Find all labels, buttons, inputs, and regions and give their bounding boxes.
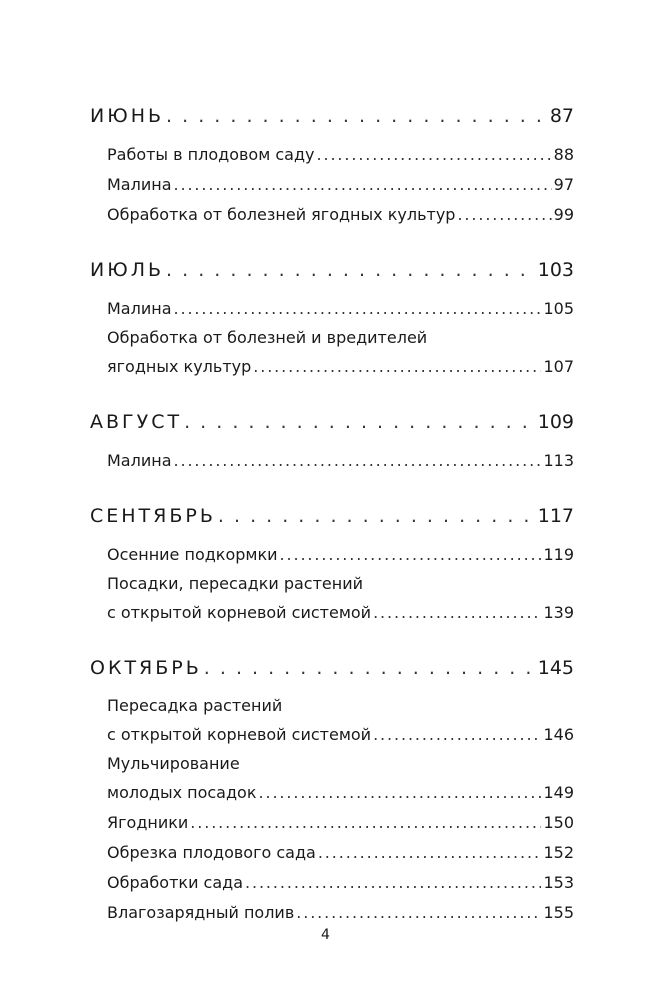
section-title: АВГУСТ (90, 411, 183, 433)
dot-leader (166, 100, 548, 132)
entry-title: Обработка от болезней ягодных культур (107, 205, 456, 224)
toc-entry-first-line (90, 692, 574, 720)
entry-title-line1: Обработка от болезней и вредителей (107, 328, 428, 347)
entry-page-number: 146 (543, 725, 574, 744)
section-title: ИЮНЬ (90, 105, 165, 127)
page-number: 4 (321, 927, 330, 943)
dot-leader (184, 406, 536, 438)
table-of-contents (90, 100, 574, 928)
entry-page-number: 107 (543, 357, 574, 376)
toc-entry (90, 808, 574, 838)
section-page-number: 117 (537, 505, 574, 527)
dot-leader (253, 352, 541, 382)
entry-page-number: 88 (553, 145, 574, 164)
entry-title: Малина (107, 299, 172, 318)
toc-section-june (90, 100, 574, 132)
section-title: СЕНТЯБРЬ (90, 505, 216, 527)
entry-title: Малина (107, 451, 172, 470)
dot-leader (174, 446, 542, 476)
section-page-number: 103 (537, 259, 574, 281)
dot-leader (373, 598, 541, 628)
entry-page-number: 150 (543, 813, 574, 832)
entry-title: молодых посадок (107, 783, 257, 802)
entry-page-number: 97 (553, 175, 574, 194)
dot-leader (457, 200, 551, 230)
dot-leader (174, 170, 552, 200)
toc-entry (90, 598, 574, 628)
entry-page-number: 119 (543, 545, 574, 564)
toc-entry (90, 838, 574, 868)
entry-title: Обрезка плодового сада (107, 843, 316, 862)
toc-entry (90, 170, 574, 200)
toc-entry (90, 200, 574, 230)
toc-entry (90, 540, 574, 570)
dot-leader (317, 140, 552, 170)
dot-leader (218, 500, 536, 532)
entry-title-line1: Пересадка растений (107, 696, 283, 715)
section-title: ОКТЯБРЬ (90, 657, 202, 679)
toc-section-july (90, 254, 574, 286)
toc-entry (90, 720, 574, 750)
entry-page-number: 155 (543, 903, 574, 922)
dot-leader (166, 254, 536, 286)
entry-title-line1: Посадки, пересадки растений (107, 574, 364, 593)
toc-entry (90, 140, 574, 170)
entry-title: Осенние подкормки (107, 545, 278, 564)
dot-leader (280, 540, 542, 570)
entry-title: с открытой корневой системой (107, 725, 372, 744)
section-page-number: 87 (549, 105, 574, 127)
entry-page-number: 149 (543, 783, 574, 802)
entry-page-number: 105 (543, 299, 574, 318)
toc-entry (90, 352, 574, 382)
entry-page-number: 139 (543, 603, 574, 622)
dot-leader (174, 294, 542, 324)
toc-entry-first-line (90, 324, 574, 352)
entry-title: ягодных культур (107, 357, 252, 376)
entry-page-number: 153 (543, 873, 574, 892)
toc-entry (90, 446, 574, 476)
entry-title: Обработки сада (107, 873, 244, 892)
toc-entry (90, 778, 574, 808)
entry-title: Влагозарядный полив (107, 903, 295, 922)
dot-leader (318, 838, 542, 868)
dot-leader (204, 652, 536, 684)
toc-section-october (90, 652, 574, 684)
section-title: ИЮЛЬ (90, 259, 165, 281)
entry-title: с открытой корневой системой (107, 603, 372, 622)
toc-section-september (90, 500, 574, 532)
toc-entry (90, 868, 574, 898)
entry-page-number: 152 (543, 843, 574, 862)
section-page-number: 109 (537, 411, 574, 433)
toc-entry (90, 294, 574, 324)
entry-title: Работы в плодовом саду (107, 145, 315, 164)
toc-entry (90, 898, 574, 928)
toc-entry-first-line (90, 570, 574, 598)
dot-leader (190, 808, 541, 838)
section-page-number: 145 (537, 657, 574, 679)
entry-title: Ягодники (107, 813, 189, 832)
entry-title-line1: Мульчирование (107, 754, 240, 773)
toc-section-august (90, 406, 574, 438)
dot-leader (259, 778, 542, 808)
toc-entry-first-line (90, 750, 574, 778)
entry-page-number: 113 (543, 451, 574, 470)
entry-title: Малина (107, 175, 172, 194)
dot-leader (296, 898, 541, 928)
dot-leader (373, 720, 541, 750)
dot-leader (245, 868, 541, 898)
entry-page-number: 99 (553, 205, 574, 224)
